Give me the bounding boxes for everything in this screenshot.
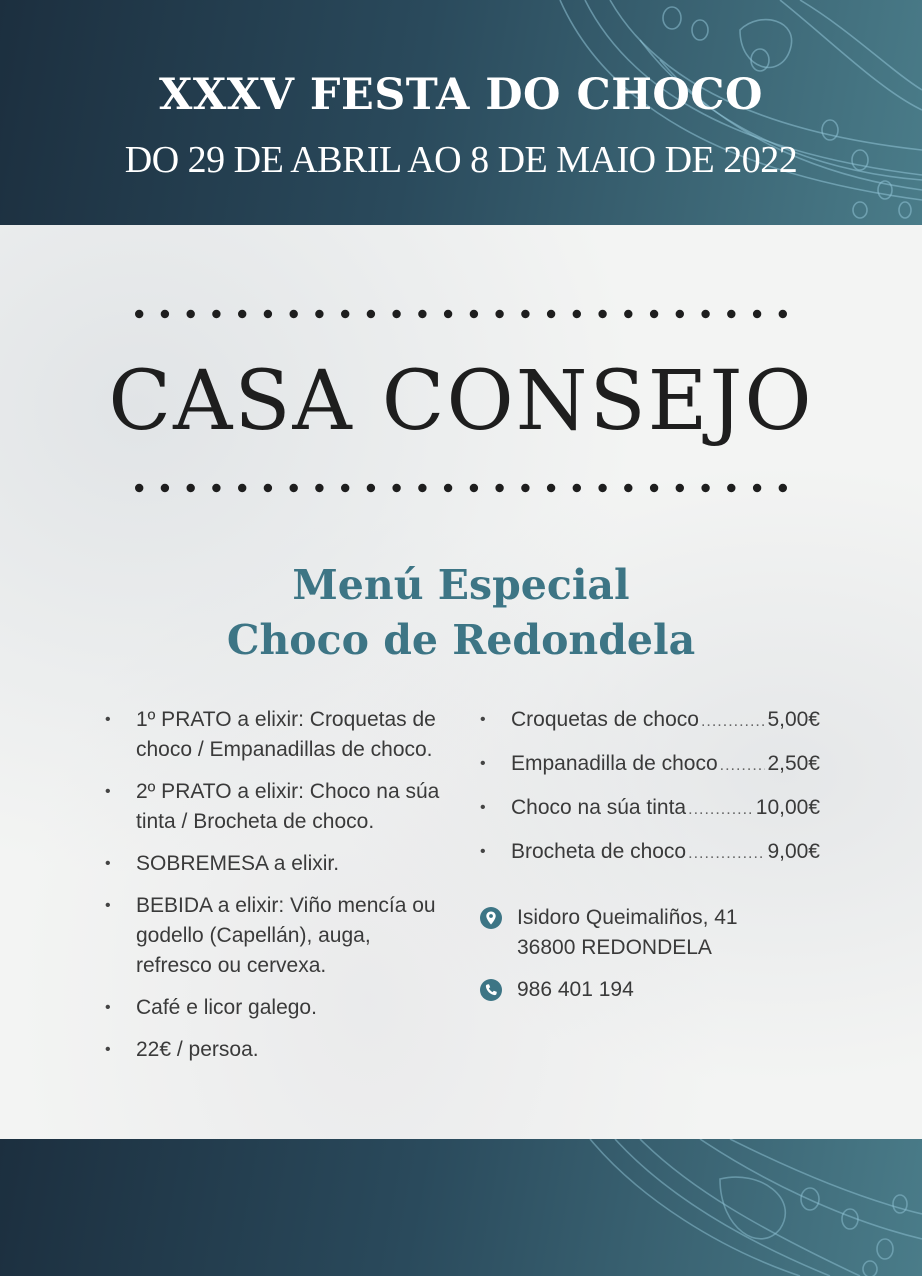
restaurant-name: CASA CONSEJO [108, 354, 814, 449]
festival-dates: DO 29 DE ABRIL AO 8 DE MAIO DE 2022 [124, 139, 798, 181]
address-line1: Isidoro Queimaliños, 41 [517, 906, 738, 929]
divider-dot [418, 484, 426, 492]
footer-band [0, 1139, 922, 1276]
phone-icon [480, 979, 502, 1001]
divider-dot [753, 484, 761, 492]
address-line2: 36800 REDONDELA [517, 936, 712, 959]
dot-leader [720, 749, 766, 781]
divider-dot [624, 310, 632, 318]
dotted-divider-top [135, 308, 787, 320]
divider-dot [161, 310, 169, 318]
phone-block [480, 975, 820, 1005]
price-item-name: • Choco na súa tinta [511, 796, 687, 819]
divider-dot [135, 484, 143, 492]
menu-items-list [105, 705, 450, 1077]
divider-dot [547, 310, 555, 318]
divider-dot [676, 484, 684, 492]
divider-dot [521, 310, 529, 318]
dot-leader [688, 837, 765, 869]
price-item-price: 10,00€ [755, 796, 820, 819]
price-item-name: • Brocheta de choco [511, 840, 687, 863]
phone-number: 986 401 194 [517, 978, 634, 1001]
divider-dot [573, 310, 581, 318]
divider-dot [444, 484, 452, 492]
price-item-price: 9,00€ [767, 840, 820, 863]
divider-dot [547, 484, 555, 492]
divider-dot [212, 310, 220, 318]
address-block [480, 903, 820, 963]
divider-dot [212, 484, 220, 492]
price-item [480, 837, 820, 869]
divider-dot [367, 484, 375, 492]
menu-title [0, 558, 922, 668]
divider-dot [598, 484, 606, 492]
menu-title-line1: Menú Especial [292, 561, 630, 609]
menu-item: • 1º PRATO a elixir: Croquetas de choco / Empanadillas de choco. [105, 705, 450, 765]
menu-title-line2: Choco de Redondela [226, 616, 696, 664]
divider-dot [779, 484, 787, 492]
divider-dot [676, 310, 684, 318]
divider-dot [341, 310, 349, 318]
menu-item: • SOBREMESA a elixir. [105, 849, 450, 879]
price-item [480, 749, 820, 781]
divider-dot [727, 484, 735, 492]
divider-dot [238, 484, 246, 492]
divider-dot [187, 484, 195, 492]
divider-dot [161, 484, 169, 492]
divider-dot [238, 310, 246, 318]
divider-dot [264, 484, 272, 492]
divider-dot [701, 310, 709, 318]
divider-dot [315, 310, 323, 318]
menu-item: • 22€ / persoa. [105, 1035, 450, 1065]
divider-dot [624, 484, 632, 492]
divider-dot [495, 310, 503, 318]
divider-dot [598, 310, 606, 318]
divider-dot [470, 310, 478, 318]
menu-item: • BEBIDA a elixir: Viño mencía ou godello (Capellán), auga, refresco ou cervexa. [105, 891, 450, 981]
dot-leader [701, 705, 765, 737]
divider-dot [392, 484, 400, 492]
divider-dot [444, 310, 452, 318]
divider-dot [367, 310, 375, 318]
festival-title: XXXV FESTA DO CHOCO [159, 70, 763, 120]
price-item [480, 705, 820, 737]
divider-dot [753, 310, 761, 318]
divider-dot [392, 310, 400, 318]
dotted-divider-bottom [135, 482, 787, 494]
divider-dot [418, 310, 426, 318]
divider-dot [701, 484, 709, 492]
price-item-name: • Empanadilla de choco [511, 752, 718, 775]
divider-dot [779, 310, 787, 318]
divider-dot [187, 310, 195, 318]
menu-item: • 2º PRATO a elixir: Choco na súa tinta / Brocheta de choco. [105, 777, 450, 837]
price-item [480, 793, 820, 825]
divider-dot [135, 310, 143, 318]
menu-item: • Café e licor galego. [105, 993, 450, 1023]
map-pin-icon [480, 907, 502, 929]
divider-dot [573, 484, 581, 492]
divider-dot [650, 310, 658, 318]
divider-dot [727, 310, 735, 318]
divider-dot [470, 484, 478, 492]
divider-dot [290, 310, 298, 318]
price-list [480, 705, 820, 881]
divider-dot [341, 484, 349, 492]
divider-dot [495, 484, 503, 492]
dot-leader [688, 793, 754, 825]
divider-dot [521, 484, 529, 492]
price-item-name: • Croquetas de choco [511, 708, 699, 731]
divider-dot [315, 484, 323, 492]
divider-dot [290, 484, 298, 492]
divider-dot [264, 310, 272, 318]
squid-illustration-decoration [0, 1139, 922, 1276]
price-item-price: 5,00€ [767, 708, 820, 731]
price-item-price: 2,50€ [767, 752, 820, 775]
divider-dot [650, 484, 658, 492]
